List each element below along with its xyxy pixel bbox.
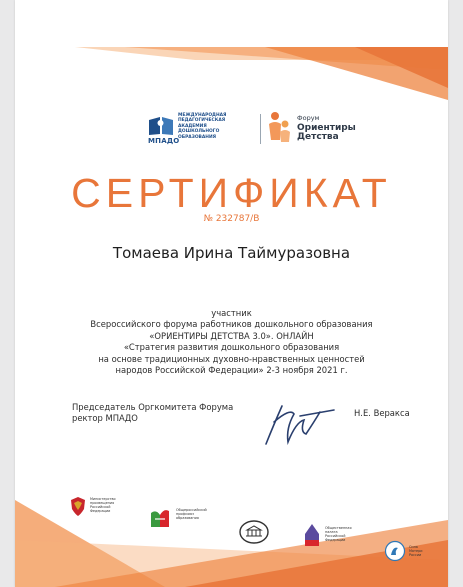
- handwritten-signature: [260, 398, 338, 450]
- body-line: на основе традиционных духовно-нравственных ценностей: [98, 353, 365, 364]
- body-line: участник: [211, 308, 252, 318]
- forum-family-icon: [267, 110, 293, 144]
- signatory-title: Председатель Оргкомитета Форума ректор МПАДО: [72, 402, 234, 424]
- mpado-book-icon: [148, 114, 174, 136]
- certificate-body: [55, 308, 408, 376]
- partner-palata: Общественная палата Российской Федерации: [303, 522, 369, 550]
- certificate-page: [15, 0, 448, 587]
- body-line: «Стратегия развития дошкольного образования: [123, 342, 340, 353]
- palata-icon: [303, 522, 321, 548]
- sila-materi-icon: [384, 540, 406, 562]
- building-emblem-icon: [239, 520, 269, 544]
- body-line: Всероссийского форума работников дошкольного образования: [90, 319, 373, 330]
- body-line: народов Российской Федерации» 2-3 ноября 2021 г.: [115, 365, 348, 376]
- forum-logo: [267, 108, 387, 148]
- certificate-title: СЕРТИФИКАТ: [71, 170, 392, 216]
- header-logos: [15, 108, 448, 152]
- partner-sila: Сила Матери России: [384, 540, 434, 564]
- mpado-logo: [148, 108, 260, 148]
- mpado-abbr: МПАДО: [148, 137, 180, 145]
- coat-of-arms-icon: [68, 495, 88, 517]
- mpado-name: МЕЖДУНАРОДНАЯ ПЕДАГОГИЧЕСКАЯ АКАДЕМИЯ ДОШКОЛЬНОГО ОБРАЗОВАНИЯ: [178, 113, 227, 140]
- body-line: «ОРИЕНТИРЫ ДЕТСТВА 3.0». ОНЛАЙН: [149, 330, 314, 341]
- recipient-name: Томаева Ирина Таймуразовна: [112, 244, 351, 262]
- partner-minpros: Министерство просвещения Российской Федерации: [68, 495, 128, 521]
- logo-divider: [260, 114, 261, 144]
- signatory-name: Н.Е. Веракса: [354, 408, 410, 418]
- union-leaf-icon: [148, 505, 172, 529]
- certificate-number: № 232787/В: [203, 214, 260, 224]
- partner-union: Общероссийский профсоюз образования: [148, 505, 218, 531]
- forum-name: Форум Ориентиры Детства: [297, 114, 356, 142]
- partner-building: [239, 520, 269, 544]
